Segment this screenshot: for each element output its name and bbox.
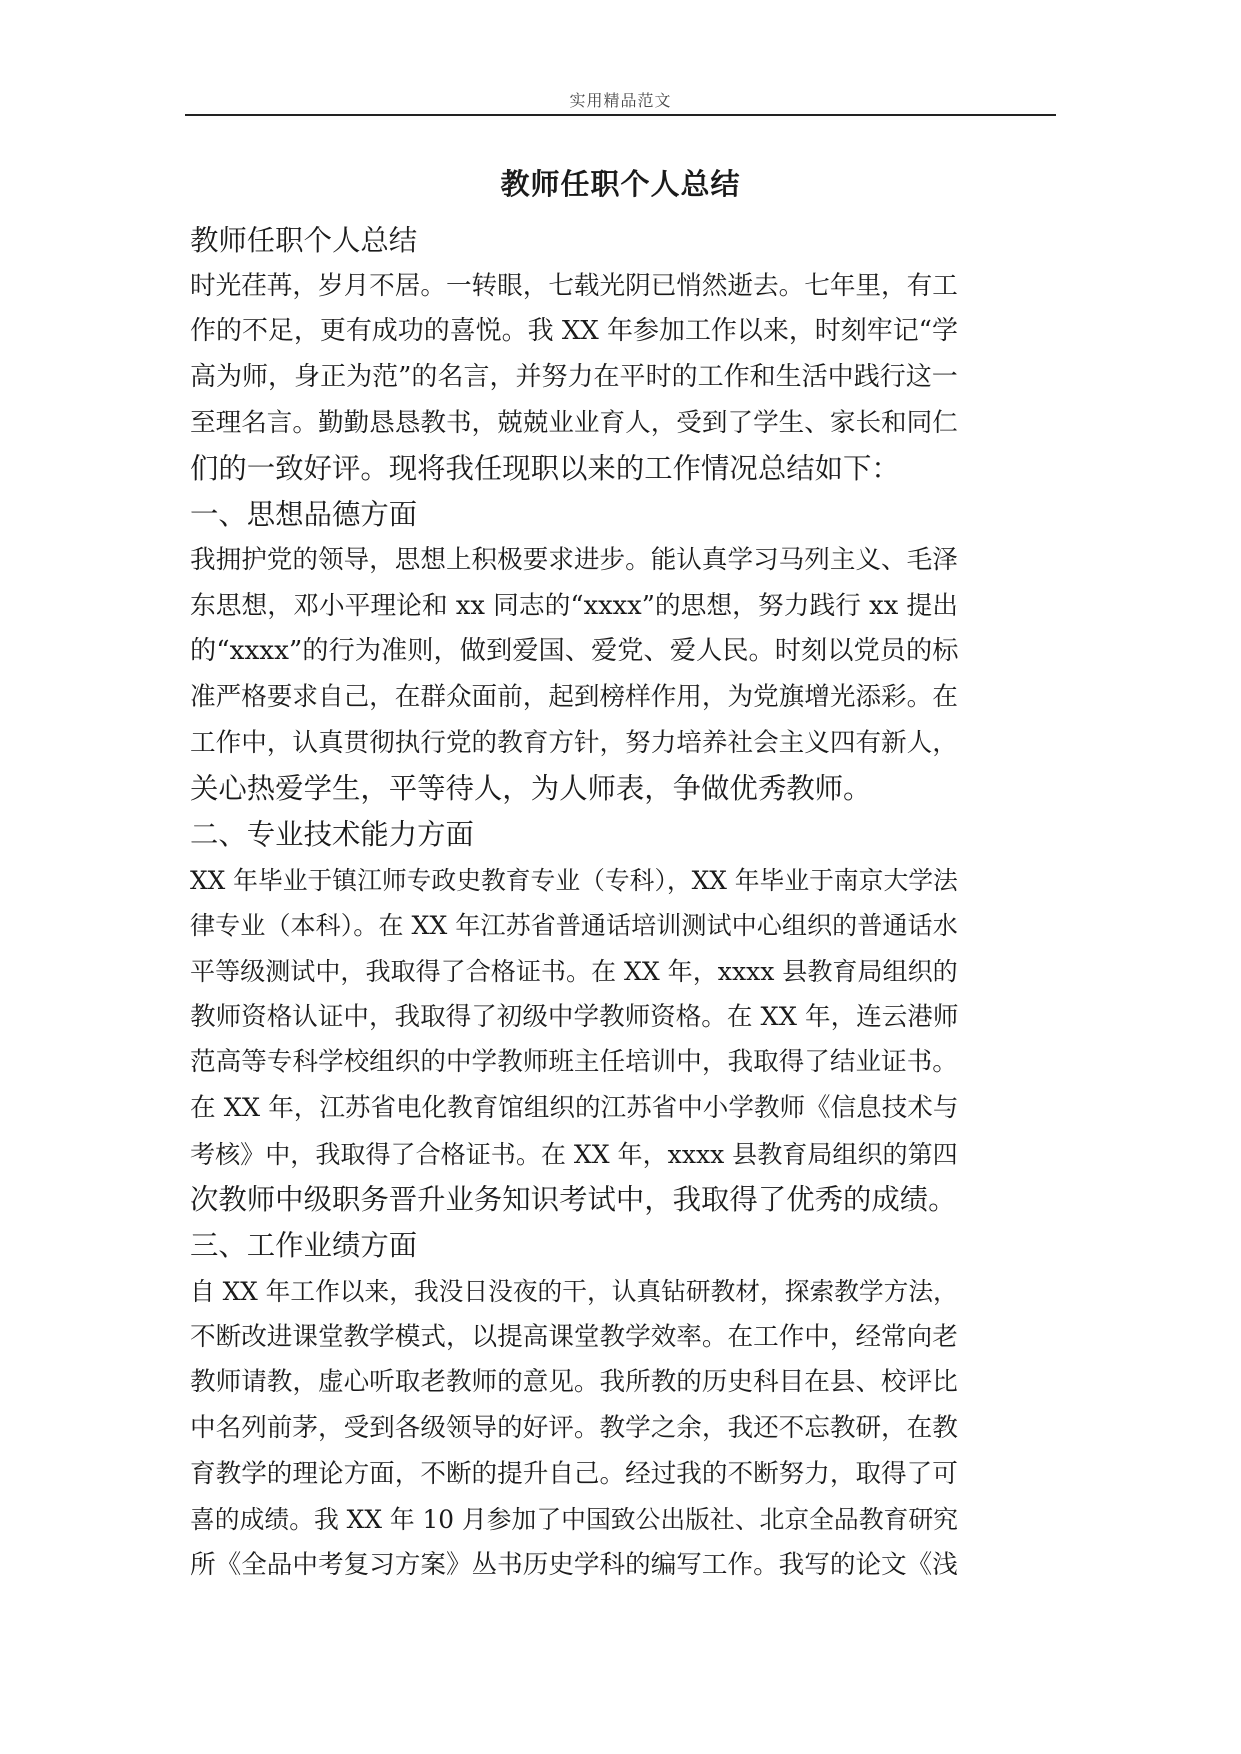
text-line: 范高等专科学校组织的中学教师班主任培训中，我取得了结业证书。	[190, 1047, 958, 1078]
text-line: 三、工作业绩方面	[190, 1229, 418, 1263]
text-line: 关心热爱学生，平等待人，为人师表，争做优秀教师。	[190, 772, 872, 806]
text-line: 作的不足，更有成功的喜悦。我 XX 年参加工作以来，时刻牢记“学	[190, 316, 958, 347]
text-line: 中名列前茅，受到各级领导的好评。教学之余，我还不忘教研，在教	[190, 1412, 958, 1443]
document-body	[190, 218, 1070, 1589]
text-line: 至理名言。勤勤恳恳教书，兢兢业业育人，受到了学生、家长和同仁	[190, 407, 958, 438]
text-line: 工作中，认真贯彻执行党的教育方针，努力培养社会主义四有新人，	[190, 727, 958, 758]
text-line: 喜的成绩。我 XX 年 10 月参加了中国致公出版社、北京全品教育研究	[190, 1505, 958, 1535]
text-line: 们的一致好评。现将我任现职以来的工作情况总结如下：	[190, 452, 900, 486]
text-line: 东思想，邓小平理论和 xx 同志的“xxxx”的思想，努力践行 xx 提出	[190, 590, 958, 621]
text-line: 二、专业技术能力方面	[190, 817, 474, 851]
text-line: 育教学的理论方面，不断的提升自己。经过我的不断努力，取得了可	[190, 1458, 958, 1489]
text-line: 教师资格认证中，我取得了初级中学教师资格。在 XX 年，连云港师	[190, 1001, 959, 1032]
text-line: 平等级测试中，我取得了合格证书。在 XX 年，xxxx 县教育局组织的	[190, 957, 958, 986]
text-line: 教师请教，虚心听取老教师的意见。我所教的历史科目在县、校评比	[190, 1367, 958, 1398]
text-line: 不断改进课堂教学模式，以提高课堂教学效率。在工作中，经常向老	[190, 1321, 958, 1352]
text-line: XX 年毕业于镇江师专政史教育专业（专科），XX 年毕业于南京大学法	[190, 865, 958, 895]
text-line: 我拥护党的领导，思想上积极要求进步。能认真学习马列主义、毛泽	[190, 544, 958, 575]
header-divider	[185, 114, 1056, 116]
text-line: 次教师中级职务晋升业务知识考试中，我取得了优秀的成绩。	[190, 1183, 957, 1217]
text-line: 考核》中，我取得了合格证书。在 XX 年，xxxx 县教育局组织的第四	[190, 1139, 958, 1169]
text-line: 的“xxxx”的行为准则，做到爱国、爱党、爱人民。时刻以党员的标	[190, 636, 959, 667]
text-line: 律专业（本科）。在 XX 年江苏省普通话培训测试中心组织的普通话水	[190, 911, 958, 941]
page-header-text: 实用精品范文	[569, 91, 672, 110]
text-line: 教师任职个人总结	[190, 224, 418, 257]
text-line: 准严格要求自己，在群众面前，起到榜样作用，为党旗增光添彩。在	[190, 681, 958, 712]
text-line: 时光荏苒，岁月不居。一转眼，七载光阴已悄然逝去。七年里，有工	[190, 270, 958, 301]
text-line: 一、思想品德方面	[190, 498, 418, 532]
text-line: 所《全品中考复习方案》丛书历史学科的编写工作。我写的论文《浅	[190, 1549, 958, 1580]
text-line: 高为师，身正为范”的名言，并努力在平时的工作和生活中践行这一	[190, 362, 958, 393]
document-title: 教师任职个人总结	[500, 167, 741, 201]
text-line: 自 XX 年工作以来，我没日没夜的干，认真钻研教材，探索教学方法，	[190, 1276, 958, 1306]
text-line: 在 XX 年，江苏省电化教育馆组织的江苏省中小学教师《信息技术与	[190, 1093, 959, 1124]
